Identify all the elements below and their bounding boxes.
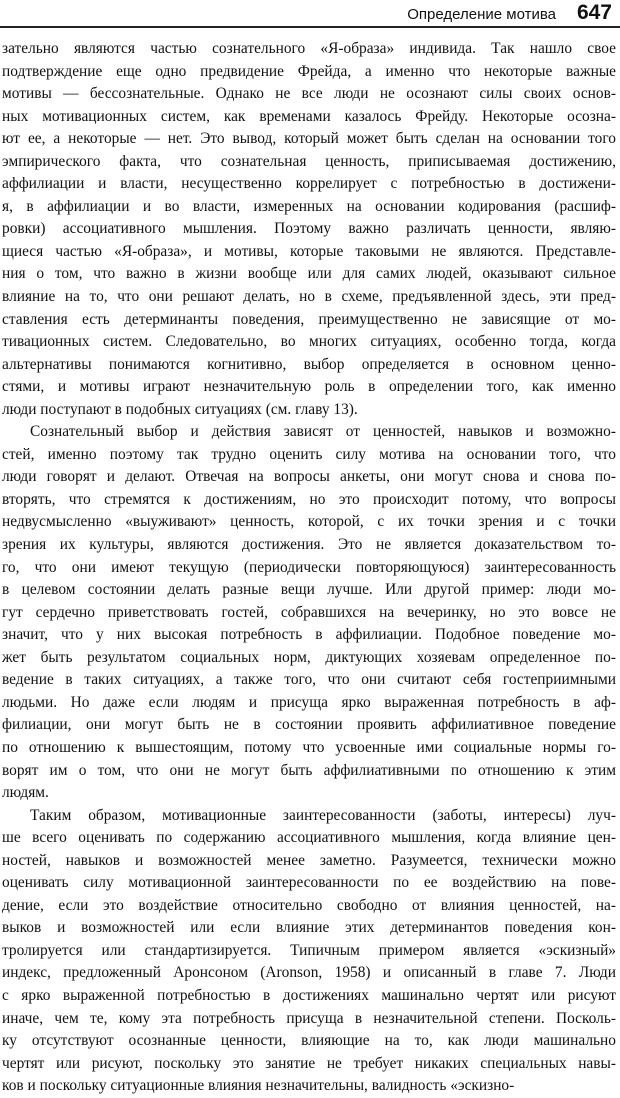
text-line: дение, если это воздействие относительно свободно от влияния ценностей, на- [2,896,616,914]
text-line: ку отсутствуют осознанные ценности, влияющие на то, как люди машинально [2,1032,616,1050]
paragraph [2,421,616,804]
text-line: ставления есть детерминанты поведения, преимущественно не зависящие от мо- [2,310,616,328]
text-line: люди поступают в подобных ситуациях (см. главу 13). [2,400,358,418]
text-line: ностей, навыков и возможностей менее заметно. Разумеется, технически можно [2,851,616,869]
text-line: го, что они имеют текущую (периодически повторяющуюся) заинтересованность [2,558,616,576]
header-rule [0,26,620,28]
text-line: стей, именно поэтому так трудно оценить силу мотива на основании того, что [2,445,616,463]
text-line: Сознательный выбор и действия зависят от ценностей, навыков и возможно- [30,423,616,441]
text-line: ют ее, а некоторые — нет. Это вывод, который может быть сделан на основании того [2,130,616,148]
text-line: тролируется или стандартизируется. Типичным примером является «эскизный» [2,941,616,959]
text-line: я, в аффилиации и во власти, измеренных на основании кодирования (расшиф- [2,197,616,215]
text-line: зательно являются частью сознательного «Я-образа» индивида. Так нашло свое [2,40,616,57]
text-line: ворят им о том, что они не могут быть аффилиативными по отношению к этим [2,761,616,779]
text-line: ведение в таких ситуациях, а также того, что они считают себя гостеприимными [2,671,616,689]
text-line: ков и поскольку ситуационные влияния незначительны, валидность «эскизно- [2,1077,515,1095]
text-line: люди говорят и делают. Отвечая на вопросы анкеты, они могут снова и снова по- [2,468,616,486]
text-line: филиации, они могут быть не в состоянии проявить аффилиативное поведение [2,716,616,734]
text-line: в целевом состоянии делать разные вещи лучше. Или другой пример: люди мо- [2,581,616,599]
text-line: недвусмысленно «выуживают» ценность, которой, с их точки зрения и с точки [2,513,616,531]
text-line: тивационных систем. Следовательно, во многих ситуациях, особенно тогда, когда [2,333,616,351]
text-line: чертят или рисуют, поскольку это занятие не требует никаких специальных навы- [2,1054,616,1072]
text-line: ровки) ассоциативного мышления. Поэтому важно различать ценности, являю- [2,220,616,238]
text-line: мотивы — бессознательные. Однако не все люди не осознают силы своих основ- [2,85,616,103]
text-line: значит, что у них высокая потребность в аффилиации. Подобное поведение мо- [2,626,616,644]
text-line: по отношению к вышестоящим, потому что усвоенные ими социальные нормы го- [2,738,616,756]
text-line: с ярко выраженной потребностью в достижениях машинально чертят или рисуют [2,986,616,1004]
text-line: выков и возможностей или если влияние этих детерминантов поведения кон- [2,919,616,937]
paragraph [2,38,616,421]
running-title: Определение мотива [407,6,556,23]
text-line: ния о том, что важно в жизни вообще или для самих людей, оказывают сильное [2,265,616,283]
text-line: ных мотивационных систем, как временами казалось Фрейду. Некоторые осозна- [2,107,616,125]
running-head [0,0,620,30]
text-line: альтернативы понимаются когнитивно, выбор определяется в основном ценно- [2,355,616,373]
text-line: индекс, предложенный Аронсоном (Aronson, 1958) и описанный в главе 7. Люди [2,964,616,982]
text-line: вторять, что стремятся к достижениям, но это происходит потому, что вопросы [2,490,616,508]
text-line: влияние на то, что они решают делать, но в схеме, предъявленной здесь, эти пред- [2,288,616,306]
body-text [2,38,616,1098]
text-line: людьми. Но даже если людям и присуща ярко выраженная потребность в аф- [2,693,616,711]
text-line: подтверждение еще одно предвидение Фрейда, а именно что некоторые важные [2,62,616,80]
text-line: оценивать силу мотивационной заинтересованности по ее воздействию на пове- [2,874,616,892]
text-line: стями, и мотивы играют незначительную роль в определении того, как именно [2,378,616,396]
text-line: иначе, чем те, кому эта потребность присуща в незначительной степени. Посколь- [2,1009,616,1027]
text-line: людям. [2,784,49,802]
text-line: щиеся частью «Я-образа», и мотивы, которые таковыми не являются. Представле- [2,242,616,260]
page-number: 647 [576,1,612,24]
text-line: зрения их культуры, являются достижения. Это не является доказательством то- [2,536,616,554]
text-line: ше всего оценивать по содержанию ассоциативного мышления, когда влияние цен- [2,829,616,847]
text-line: Таким образом, мотивационные заинтересованности (заботы, интересы) луч- [30,806,616,824]
paragraph [2,805,616,1098]
text-line: гут сердечно приветствовать гостей, собравшихся на вечеринку, но это вовсе не [2,603,616,621]
text-line: жет быть результатом социальных норм, диктующих хозяевам определенное по- [2,648,616,666]
text-line: аффилиации и власти, несущественно коррелирует с потребностью в достижени- [2,175,616,193]
text-line: эмпирического факта, что сознательная ценность, приписываемая достижению, [2,152,616,170]
